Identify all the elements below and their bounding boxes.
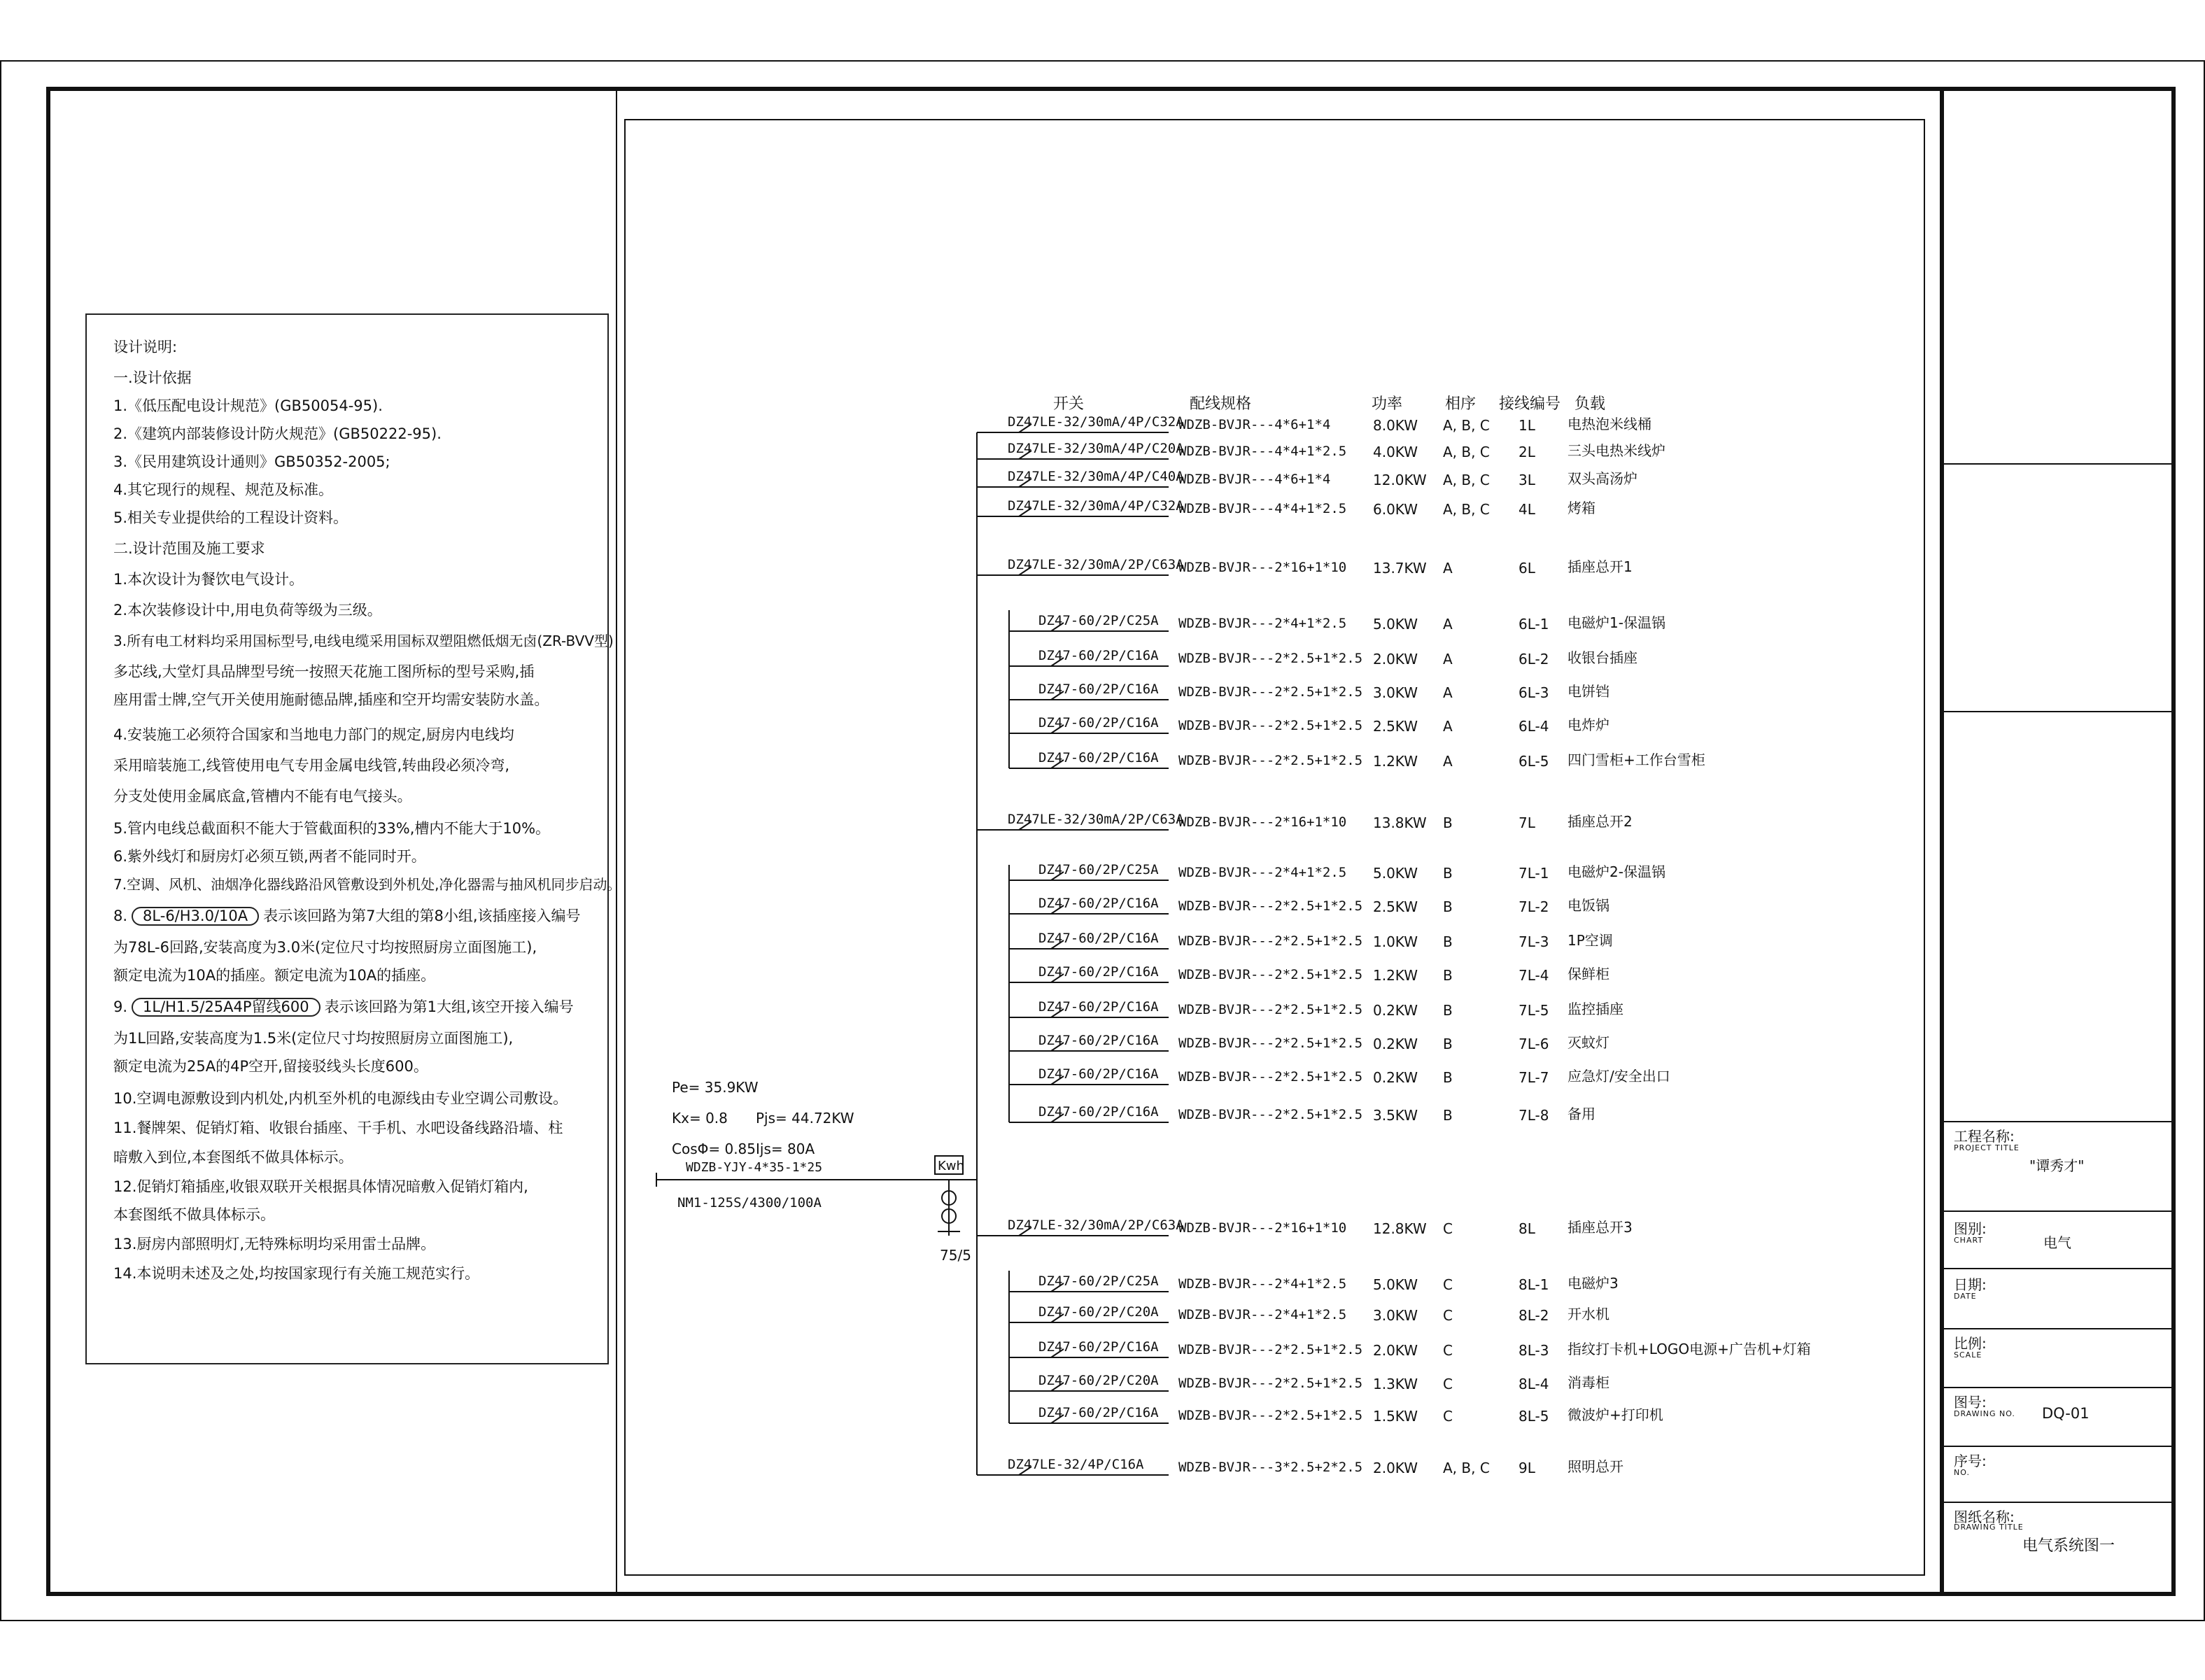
circuit-load: 电热泡米线桶 (1568, 416, 1651, 432)
circuit-wire-spec: WDZB-BVJR---2*2.5+1*2.5 (1178, 967, 1363, 982)
circuit-load: 四门雪柜+工作台雪柜 (1568, 751, 1705, 768)
circuit-load: 开水机 (1568, 1306, 1609, 1322)
notes-line: 采用暗装施工,线管使用电气专用金属电线管,转曲段必须冷弯, (113, 757, 510, 774)
circuit-load: 应急灯/安全出口 (1568, 1068, 1670, 1085)
circuit-switch: DZ47-60/2P/C25A (1038, 613, 1159, 628)
item9-tag: 1L/H1.5/25A4P留线600 (132, 998, 320, 1017)
circuit-switch: DZ47LE-32/30mA/4P/C32A (1008, 498, 1184, 514)
circuit-wire-spec: WDZB-BVJR---2*2.5+1*2.5 (1178, 1376, 1363, 1391)
circuit-id: 1L (1519, 417, 1535, 434)
tb-divider (1944, 1328, 2176, 1329)
circuit-power: 3.0KW (1373, 684, 1418, 701)
circuit-phase: B (1443, 898, 1453, 915)
circuit-load: 烤箱 (1568, 500, 1595, 516)
item9-prefix: 9. (113, 998, 128, 1015)
circuit-id: 8L (1519, 1220, 1535, 1237)
tb-divider (1944, 711, 2176, 712)
circuit-id: 6L-1 (1519, 616, 1549, 633)
circuit-phase: C (1443, 1276, 1453, 1293)
circuit-id: 9L (1519, 1460, 1535, 1476)
circuit-power: 1.3KW (1373, 1376, 1418, 1392)
circuit-phase: B (1443, 814, 1453, 831)
circuit-id: 7L-2 (1519, 898, 1549, 915)
circuit-wire-spec: WDZB-BVJR---2*16+1*10 (1178, 814, 1347, 830)
circuit-wire-spec: WDZB-BVJR---2*4+1*2.5 (1178, 1276, 1347, 1292)
circuit-id: 4L (1519, 501, 1535, 518)
circuit-wire-spec: WDZB-BVJR---2*2.5+1*2.5 (1178, 1342, 1363, 1357)
chart-label: 图别: (1954, 1220, 1987, 1237)
circuit-load: 保鲜柜 (1568, 966, 1609, 982)
circuit-switch: DZ47-60/2P/C16A (1038, 1033, 1159, 1048)
drawing-title-label: 图纸名称: (1954, 1509, 2015, 1525)
drawing-title-value: 电气系统图一 (2022, 1537, 2115, 1555)
circuit-switch: DZ47-60/2P/C25A (1038, 1273, 1159, 1289)
circuit-power: 0.2KW (1373, 1002, 1418, 1019)
circuit-power: 2.5KW (1373, 718, 1418, 735)
circuit-id: 8L-2 (1519, 1307, 1549, 1324)
notes-line: 14.本说明未述及之处,均按国家现行有关施工规范实行。 (113, 1265, 480, 1282)
circuit-switch: DZ47-60/2P/C25A (1038, 862, 1159, 877)
circuit-switch: DZ47LE-32/30mA/2P/C63A (1008, 812, 1184, 827)
circuit-id: 8L-1 (1519, 1276, 1549, 1293)
cos-value: CosΦ= 0.85 (672, 1141, 756, 1157)
circuit-power: 2.5KW (1373, 898, 1418, 915)
notes-line: 为78L-6回路,安装高度为3.0米(定位尺寸均按照厨房立面图施工), (113, 939, 537, 956)
circuit-wire-spec: WDZB-BVJR---2*2.5+1*2.5 (1178, 1107, 1363, 1122)
notes-line: 3.所有电工材料均采用国标型号,电线电缆采用国标双塑阻燃低烟无卤(ZR-BVV型) (113, 633, 614, 649)
circuit-load: 插座总开3 (1568, 1219, 1633, 1236)
circuit-switch: DZ47LE-32/4P/C16A (1008, 1457, 1144, 1472)
drawing-title-sub: DRAWING TITLE (1954, 1523, 2024, 1532)
notes-line: 7.空调、风机、油烟净化器线路沿风管敷设到外机处,净化器需与抽风机同步启动。 (113, 876, 621, 893)
circuit-wire-spec: WDZB-BVJR---2*2.5+1*2.5 (1178, 1408, 1363, 1423)
tb-divider (1944, 1502, 2176, 1503)
no-label: 序号: (1954, 1453, 1987, 1469)
circuit-id: 6L-5 (1519, 753, 1549, 770)
circuit-switch: DZ47-60/2P/C20A (1038, 1304, 1159, 1320)
circuit-power: 1.0KW (1373, 933, 1418, 950)
notes-line: 4.其它现行的规程、规范及标准。 (113, 481, 334, 498)
circuit-switch: DZ47-60/2P/C16A (1038, 1405, 1159, 1420)
notes-line: 一.设计依据 (113, 369, 192, 386)
circuit-switch: DZ47-60/2P/C16A (1038, 648, 1159, 663)
main-breaker: NM1-125S/4300/100A (677, 1195, 822, 1210)
tb-divider (1944, 1387, 2176, 1388)
circuit-phase: C (1443, 1376, 1453, 1392)
item8-tag: 8L-6/H3.0/10A (132, 907, 259, 926)
incoming-cable: WDZB-YJY-4*35-1*25 (686, 1160, 823, 1175)
circuit-id: 7L-7 (1519, 1069, 1549, 1086)
notes-line: 分支处使用金属底盒,管槽内不能有电气接头。 (113, 788, 412, 805)
project-value: "谭秀才" (2029, 1157, 2085, 1174)
circuit-power: 1.2KW (1373, 753, 1418, 770)
circuit-wire-spec: WDZB-BVJR---2*2.5+1*2.5 (1178, 1069, 1363, 1085)
circuit-switch: DZ47LE-32/30mA/4P/C32A (1008, 414, 1184, 430)
circuit-wire-spec: WDZB-BVJR---2*2.5+1*2.5 (1178, 651, 1363, 666)
circuit-wire-spec: WDZB-BVJR---2*2.5+1*2.5 (1178, 1002, 1363, 1017)
notes-line: 为1L回路,安装高度为1.5米(定位尺寸均按照厨房立面图施工), (113, 1030, 514, 1047)
notes-line: 本套图纸不做具体标示。 (113, 1206, 275, 1223)
circuit-load: 电饭锅 (1568, 897, 1609, 914)
item9-text: 表示该回路为第1大组,该空开接入编号 (324, 998, 574, 1015)
circuit-load: 三头电热米线炉 (1568, 442, 1665, 459)
item8-text: 表示该回路为第7大组的第8小组,该插座接入编号 (263, 908, 581, 924)
circuit-power: 3.5KW (1373, 1107, 1418, 1124)
date-sub: DATE (1954, 1292, 1977, 1301)
notes-line: 6.紫外线灯和厨房灯必须互锁,两者不能同时开。 (113, 848, 426, 865)
circuit-phase: B (1443, 1002, 1453, 1019)
circuit-phase: A (1443, 684, 1453, 701)
circuit-id: 7L-1 (1519, 865, 1549, 882)
circuit-power: 13.8KW (1373, 814, 1427, 831)
circuit-switch: DZ47LE-32/30mA/2P/C63A (1008, 557, 1184, 572)
circuit-load: 电炸炉 (1568, 717, 1609, 733)
circuit-id: 7L-3 (1519, 933, 1549, 950)
project-label: 工程名称: (1954, 1128, 2015, 1145)
circuit-switch: DZ47-60/2P/C16A (1038, 750, 1159, 765)
tb-divider (1944, 1446, 2176, 1447)
circuit-switch: DZ47LE-32/30mA/4P/C40A (1008, 469, 1184, 484)
circuit-id: 6L-3 (1519, 684, 1549, 701)
circuit-phase: B (1443, 865, 1453, 882)
drawing-no-label: 图号: (1954, 1394, 1987, 1411)
circuit-power: 1.5KW (1373, 1408, 1418, 1425)
notes-line: 13.厨房内部照明灯,无特殊标明均采用雷士品牌。 (113, 1236, 436, 1252)
notes-line: 多芯线,大堂灯具品牌型号统一按照天花施工图所标的型号采购,插 (113, 663, 535, 680)
kx-value: Kx= 0.8 (672, 1110, 728, 1127)
circuit-power: 5.0KW (1373, 616, 1418, 633)
chart-value: 电气 (2043, 1234, 2071, 1251)
circuit-phase: A (1443, 753, 1453, 770)
notes-line: 10.空调电源敷设到内机处,内机至外机的电源线由专业空调公司敷设。 (113, 1090, 568, 1107)
circuit-wire-spec: WDZB-BVJR---4*4+1*2.5 (1178, 444, 1347, 459)
header-power: 功率 (1372, 395, 1403, 413)
circuit-id: 7L-4 (1519, 967, 1549, 984)
circuit-switch: DZ47-60/2P/C16A (1038, 682, 1159, 697)
circuit-wire-spec: WDZB-BVJR---4*6+1*4 (1178, 472, 1331, 487)
circuit-wire-spec: WDZB-BVJR---2*4+1*2.5 (1178, 616, 1347, 631)
circuit-power: 13.7KW (1373, 560, 1427, 577)
drawing-no-value: DQ-01 (2042, 1405, 2090, 1422)
circuit-switch: DZ47-60/2P/C16A (1038, 1066, 1159, 1082)
circuit-wire-spec: WDZB-BVJR---4*6+1*4 (1178, 417, 1331, 432)
header-switch: 开关 (1053, 395, 1085, 413)
notes-line: 11.餐牌架、促销灯箱、收银台插座、干手机、水吧设备线路沿墙、柱 (113, 1120, 563, 1136)
circuit-power: 5.0KW (1373, 865, 1418, 882)
circuit-switch: DZ47LE-32/30mA/2P/C63A (1008, 1217, 1184, 1233)
circuit-phase: B (1443, 1036, 1453, 1052)
ijs-value: Ijs= 80A (756, 1141, 815, 1157)
circuit-phase: A, B, C (1443, 417, 1490, 434)
circuit-power: 12.0KW (1373, 472, 1427, 488)
circuit-wire-spec: WDZB-BVJR---2*2.5+1*2.5 (1178, 933, 1363, 949)
circuit-switch: DZ47-60/2P/C16A (1038, 1104, 1159, 1120)
notes-line: 额定电流为25A的4P空开,留接驳线头长度600。 (113, 1058, 428, 1075)
circuit-phase: C (1443, 1408, 1453, 1425)
circuit-wire-spec: WDZB-BVJR---2*2.5+1*2.5 (1178, 898, 1363, 914)
circuit-phase: A, B, C (1443, 1460, 1490, 1476)
tb-divider (1944, 1268, 2176, 1269)
circuit-load: 电磁炉2-保温锅 (1568, 863, 1665, 880)
notes-line: 座用雷士牌,空气开关使用施耐德品牌,插座和空开均需安装防水盖。 (113, 691, 549, 708)
notes-line: 2.本次装修设计中,用电负荷等级为三级。 (113, 602, 382, 619)
circuit-id: 6L (1519, 560, 1535, 577)
project-sub: PROJECT TITLE (1954, 1143, 2020, 1152)
tb-divider (1944, 1121, 2176, 1122)
no-sub: NO. (1954, 1468, 1970, 1477)
circuit-power: 1.2KW (1373, 967, 1418, 984)
pjs-value: Pjs= 44.72KW (756, 1110, 854, 1127)
circuit-switch: DZ47-60/2P/C20A (1038, 1373, 1159, 1388)
circuit-load: 电磁炉1-保温锅 (1568, 614, 1665, 631)
notes-line: 3.《民用建筑设计通则》GB50352-2005; (113, 453, 390, 470)
circuit-id: 6L-2 (1519, 651, 1549, 668)
circuit-phase: B (1443, 1107, 1453, 1124)
circuit-load: 监控插座 (1568, 1001, 1623, 1017)
notes-line: 1.《低压配电设计规范》(GB50054-95). (113, 397, 383, 414)
circuit-phase: B (1443, 1069, 1453, 1086)
circuit-switch: DZ47-60/2P/C16A (1038, 715, 1159, 730)
circuit-id: 2L (1519, 444, 1535, 460)
circuit-power: 0.2KW (1373, 1069, 1418, 1086)
circuit-wire-spec: WDZB-BVJR---2*2.5+1*2.5 (1178, 684, 1363, 700)
header-load: 负载 (1575, 395, 1606, 413)
circuit-load: 消毒柜 (1568, 1374, 1609, 1391)
circuit-power: 8.0KW (1373, 417, 1418, 434)
circuit-id: 7L (1519, 814, 1535, 831)
circuit-load: 电磁炉3 (1568, 1275, 1619, 1292)
circuit-power: 3.0KW (1373, 1307, 1418, 1324)
circuit-wire-spec: WDZB-BVJR---2*2.5+1*2.5 (1178, 753, 1363, 768)
circuit-switch: DZ47-60/2P/C16A (1038, 964, 1159, 980)
circuit-load: 双头高汤炉 (1568, 470, 1637, 487)
header-wire: 配线规格 (1190, 395, 1252, 413)
circuit-wire-spec: WDZB-BVJR---2*2.5+1*2.5 (1178, 1036, 1363, 1051)
circuit-id: 7L-5 (1519, 1002, 1549, 1019)
circuit-id: 8L-5 (1519, 1408, 1549, 1425)
notes-line: 额定电流为10A的插座。额定电流为10A的插座。 (113, 967, 436, 984)
circuit-switch: DZ47-60/2P/C16A (1038, 999, 1159, 1015)
circuit-switch: DZ47-60/2P/C16A (1038, 896, 1159, 911)
scale-sub: SCALE (1954, 1350, 1982, 1360)
circuit-power: 2.0KW (1373, 1342, 1418, 1359)
circuit-power: 6.0KW (1373, 501, 1418, 518)
circuit-phase: C (1443, 1342, 1453, 1359)
tb-divider (1944, 463, 2176, 465)
circuit-wire-spec: WDZB-BVJR---2*4+1*2.5 (1178, 1307, 1347, 1322)
circuit-switch: DZ47-60/2P/C16A (1038, 1339, 1159, 1355)
circuit-phase: A, B, C (1443, 472, 1490, 488)
header-circuit: 接线编号 (1499, 395, 1561, 413)
circuit-phase: C (1443, 1220, 1453, 1237)
circuit-id: 7L-6 (1519, 1036, 1549, 1052)
tb-divider (1944, 1210, 2176, 1212)
circuit-phase: A (1443, 560, 1453, 577)
circuit-wire-spec: WDZB-BVJR---2*16+1*10 (1178, 1220, 1347, 1236)
circuit-id: 7L-8 (1519, 1107, 1549, 1124)
circuit-phase: A (1443, 651, 1453, 668)
circuit-power: 5.0KW (1373, 1276, 1418, 1293)
drawing-no-sub: DRAWING NO. (1954, 1409, 2015, 1418)
notes-line: 2.《建筑内部装修设计防火规范》(GB50222-95). (113, 425, 442, 442)
item8-prefix: 8. (113, 908, 128, 924)
circuit-id: 8L-4 (1519, 1376, 1549, 1392)
circuit-phase: B (1443, 967, 1453, 984)
circuit-load: 照明总开 (1568, 1458, 1623, 1475)
circuit-power: 2.0KW (1373, 1460, 1418, 1476)
circuit-load: 插座总开1 (1568, 558, 1633, 575)
circuit-wire-spec: WDZB-BVJR---3*2.5+2*2.5 (1178, 1460, 1363, 1475)
circuit-wire-spec: WDZB-BVJR---2*4+1*2.5 (1178, 865, 1347, 880)
notes-line: 5.管内电线总截面积不能大于管截面积的33%,槽内不能大于10%。 (113, 820, 551, 837)
notes-line: 4.安装施工必须符合国家和当地电力部门的规定,厨房内电线均 (113, 726, 514, 743)
notes-line: 5.相关专业提供给的工程设计资料。 (113, 509, 348, 526)
notes-line: 暗敷入到位,本套图纸不做具体标示。 (113, 1149, 353, 1166)
scale-label: 比例: (1954, 1335, 1987, 1352)
notes-title: 设计说明: (113, 339, 178, 355)
circuit-power: 0.2KW (1373, 1036, 1418, 1052)
circuit-switch: DZ47-60/2P/C16A (1038, 931, 1159, 946)
date-label: 日期: (1954, 1276, 1987, 1293)
notes-line: 二.设计范围及施工要求 (113, 540, 265, 557)
circuit-load: 插座总开2 (1568, 813, 1633, 830)
chart-sub: CHART (1954, 1236, 1984, 1245)
circuit-wire-spec: WDZB-BVJR---2*16+1*10 (1178, 560, 1347, 575)
circuit-load: 1P空调 (1568, 932, 1613, 949)
circuit-wire-spec: WDZB-BVJR---4*4+1*2.5 (1178, 501, 1347, 516)
circuit-load: 电饼铛 (1568, 683, 1609, 700)
ct-ratio: 75/5 (940, 1247, 971, 1264)
circuit-phase: A (1443, 616, 1453, 633)
circuit-load: 备用 (1568, 1106, 1595, 1122)
circuit-id: 8L-3 (1519, 1342, 1549, 1359)
circuit-load: 灭蚊灯 (1568, 1034, 1609, 1051)
circuit-id: 3L (1519, 472, 1535, 488)
circuit-load: 微波炉+打印机 (1568, 1406, 1663, 1423)
circuit-phase: C (1443, 1307, 1453, 1324)
kwh-meter-label: Kwh (938, 1159, 964, 1173)
circuit-switch: DZ47LE-32/30mA/4P/C20A (1008, 441, 1184, 456)
circuit-power: 12.8KW (1373, 1220, 1427, 1237)
circuit-wire-spec: WDZB-BVJR---2*2.5+1*2.5 (1178, 718, 1363, 733)
header-phase: 相序 (1445, 395, 1477, 413)
circuit-load: 指纹打卡机+LOGO电源+广告机+灯箱 (1568, 1341, 1811, 1357)
notes-line: 1.本次设计为餐饮电气设计。 (113, 571, 304, 588)
circuit-phase: A, B, C (1443, 501, 1490, 518)
pe-value: Pe= 35.9KW (672, 1079, 759, 1096)
circuit-phase: B (1443, 933, 1453, 950)
circuit-power: 2.0KW (1373, 651, 1418, 668)
circuit-load: 收银台插座 (1568, 649, 1637, 666)
circuit-id: 6L-4 (1519, 718, 1549, 735)
circuit-power: 4.0KW (1373, 444, 1418, 460)
circuit-phase: A (1443, 718, 1453, 735)
notes-line: 12.促销灯箱插座,收银双联开关根据具体情况暗敷入促销灯箱内, (113, 1178, 528, 1195)
circuit-phase: A, B, C (1443, 444, 1490, 460)
